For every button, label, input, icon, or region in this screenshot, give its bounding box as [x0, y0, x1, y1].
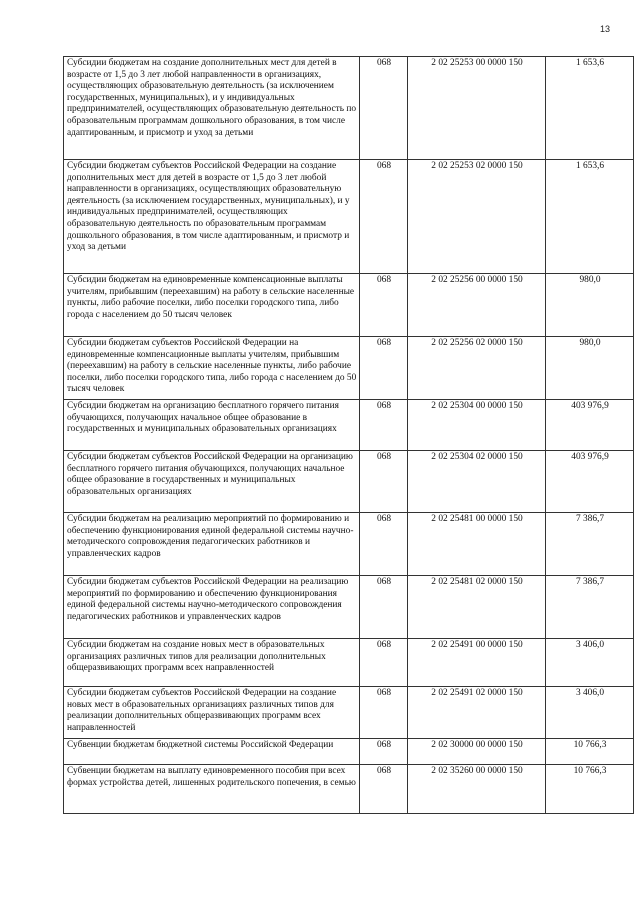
admin-code-cell: 068: [360, 576, 408, 639]
table-row: [64, 400, 634, 451]
admin-code-cell: 068: [360, 765, 408, 814]
revenue-name-cell: Субсидии бюджетам на создание новых мест в образовательных организациях различных типов для реализации дополнительных общеразвивающих программ всех направленностей: [64, 639, 360, 687]
revenue-name-cell: Субсидии бюджетам на реализацию мероприятий по формированию и обеспечению функционирования единой федеральной системы научно-методического сопровождения педагогических работников и управленческих кадров: [64, 513, 360, 576]
revenue-name-cell: Субсидии бюджетам на единовременные компенсационные выплаты учителям, прибывшим (переехавшим) на работу в сельские населенные пункты, либо рабочие поселки, либо поселки городского типа, либо города с населением до 50 тысяч человек: [64, 274, 360, 337]
revenue-name-cell: Субсидии бюджетам субъектов Российской Федерации на создание новых мест в образовательных организациях различных типов для реализации дополнительных общеразвивающих программ всех направленностей: [64, 687, 360, 739]
revenue-name-cell: Субсидии бюджетам субъектов Российской Федерации на единовременные компенсационные выплаты учителям, прибывшим (переехавшим) на работу в сельские населенные пункты, либо рабочие поселки, либо поселки городского типа, либо города с населением до 50 тысяч человек: [64, 337, 360, 400]
table-row: [64, 274, 634, 337]
table-row: [64, 639, 634, 687]
revenue-name-cell: Субсидии бюджетам субъектов Российской Федерации на реализацию мероприятий по формированию и обеспечению функционирования единой федеральной системы научно-методического сопровождения педагогических работников и управленческих кадров: [64, 576, 360, 639]
admin-code-cell: 068: [360, 739, 408, 765]
budget-code-cell: 2 02 25304 02 0000 150: [408, 451, 546, 513]
budget-code-cell: 2 02 35260 00 0000 150: [408, 765, 546, 814]
amount-cell: 3 406,0: [546, 687, 634, 739]
admin-code-cell: 068: [360, 639, 408, 687]
budget-code-cell: 2 02 25253 02 0000 150: [408, 160, 546, 274]
revenue-name-cell: Субсидии бюджетам на создание дополнительных мест для детей в возрасте от 1,5 до 3 лет любой направленности в организациях, осуществляющих образовательную деятельность (за исключением государственных, муниципальных), и у индивидуальных предпринимателей, осуществляющих образовательную деятельность по образовательным программам дошкольного образования, в том числе адаптированным, и присмотр и уход за детьми: [64, 57, 360, 160]
admin-code-cell: 068: [360, 160, 408, 274]
amount-cell: 1 653,6: [546, 160, 634, 274]
page-number: 13: [599, 24, 610, 34]
table-row: [64, 765, 634, 814]
amount-cell: 1 653,6: [546, 57, 634, 160]
table-row: [64, 739, 634, 765]
table-row: [64, 57, 634, 160]
budget-code-cell: 2 02 25253 00 0000 150: [408, 57, 546, 160]
amount-cell: 403 976,9: [546, 400, 634, 451]
budget-code-cell: 2 02 25304 00 0000 150: [408, 400, 546, 451]
table-row: [64, 576, 634, 639]
amount-cell: 10 766,3: [546, 765, 634, 814]
admin-code-cell: 068: [360, 400, 408, 451]
amount-cell: 10 766,3: [546, 739, 634, 765]
table-row: [64, 513, 634, 576]
revenue-name-cell: Субсидии бюджетам субъектов Российской Федерации на создание дополнительных мест для детей в возрасте от 1,5 до 3 лет любой направленности в организациях, осуществляющих образовательную деятельность (за исключением государственных, муниципальных), и у индивидуальных предпринимателей, осуществляющих образовательную деятельность по образовательным программам дошкольного образования, в том числе адаптированным, и присмотр и уход за детьми: [64, 160, 360, 274]
table-row: [64, 687, 634, 739]
budget-code-cell: 2 02 25481 02 0000 150: [408, 576, 546, 639]
admin-code-cell: 068: [360, 513, 408, 576]
table-row: [64, 451, 634, 513]
budget-code-cell: 2 02 25481 00 0000 150: [408, 513, 546, 576]
revenue-name-cell: Субсидии бюджетам субъектов Российской Федерации на организацию бесплатного горячего питания обучающихся, получающих начальное общее образование в государственных и муниципальных образовательных организациях: [64, 451, 360, 513]
admin-code-cell: 068: [360, 451, 408, 513]
revenue-name-cell: Субвенции бюджетам на выплату единовременного пособия при всех формах устройства детей, лишенных родительского попечения, в семью: [64, 765, 360, 814]
budget-code-cell: 2 02 25491 02 0000 150: [408, 687, 546, 739]
admin-code-cell: 068: [360, 687, 408, 739]
admin-code-cell: 068: [360, 274, 408, 337]
amount-cell: 980,0: [546, 274, 634, 337]
budget-code-cell: 2 02 25491 00 0000 150: [408, 639, 546, 687]
table-row: [64, 337, 634, 400]
amount-cell: 7 386,7: [546, 576, 634, 639]
amount-cell: 403 976,9: [546, 451, 634, 513]
amount-cell: 7 386,7: [546, 513, 634, 576]
amount-cell: 980,0: [546, 337, 634, 400]
revenue-name-cell: Субсидии бюджетам на организацию бесплатного горячего питания обучающихся, получающих начальное общее образование в государственных и муниципальных образовательных организациях: [64, 400, 360, 451]
budget-code-cell: 2 02 25256 02 0000 150: [408, 337, 546, 400]
budget-revenue-table: [63, 56, 634, 814]
amount-cell: 3 406,0: [546, 639, 634, 687]
revenue-name-cell: Субвенции бюджетам бюджетной системы Российской Федерации: [64, 739, 360, 765]
budget-code-cell: 2 02 30000 00 0000 150: [408, 739, 546, 765]
admin-code-cell: 068: [360, 57, 408, 160]
admin-code-cell: 068: [360, 337, 408, 400]
budget-code-cell: 2 02 25256 00 0000 150: [408, 274, 546, 337]
table-row: [64, 160, 634, 274]
